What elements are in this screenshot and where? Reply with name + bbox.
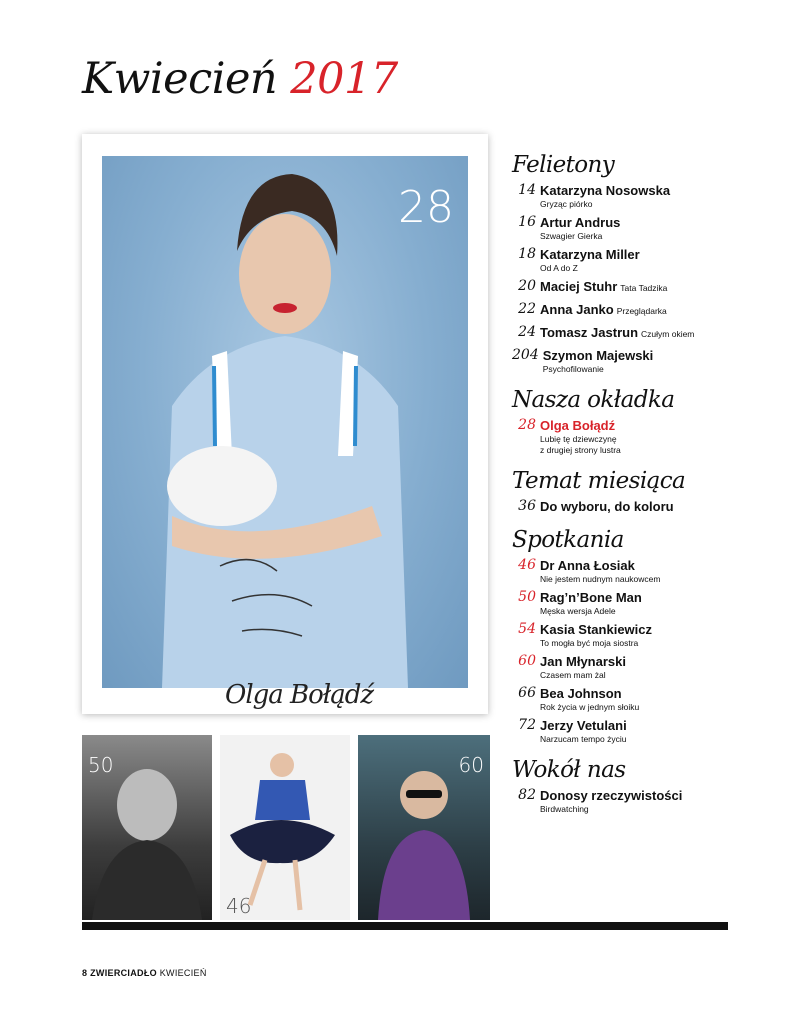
thumbnail-portrait-illustration — [220, 735, 350, 920]
thumbnail-page-number: 50 — [88, 753, 114, 777]
entry-page: 24 — [518, 324, 536, 340]
entry-subtitle: Czasem mam żal — [540, 670, 606, 680]
entry-name: Do wyboru, do koloru — [540, 499, 674, 514]
section-spotkania — [512, 525, 742, 745]
cover-photo — [102, 156, 468, 688]
entry-page: 20 — [518, 278, 536, 294]
section-title: Felietony — [512, 152, 615, 178]
issue-year: 2017 — [290, 54, 398, 104]
toc-entry[interactable] — [512, 278, 742, 297]
toc-entry[interactable] — [512, 246, 742, 274]
toc-entry[interactable] — [512, 214, 742, 242]
entry-page: 82 — [518, 787, 536, 803]
entry-subtitle: Narzucam tempo życiu — [540, 734, 627, 744]
footer-magazine: ZWIERCIADŁO — [90, 968, 157, 978]
entry-page: 16 — [518, 214, 536, 230]
toc-entry[interactable] — [512, 653, 742, 681]
entry-name: Dr Anna Łosiak — [540, 558, 635, 573]
entry-name: Bea Johnson — [540, 686, 622, 701]
section-nasza-okladka — [512, 385, 742, 456]
entry-name: Rag’n’Bone Man — [540, 590, 642, 605]
entry-page: 22 — [518, 301, 536, 317]
entry-name: Katarzyna Nosowska — [540, 183, 671, 198]
section-title: Temat miesiąca — [512, 468, 686, 494]
entry-subtitle: Nie jestem nudnym naukowcem — [540, 574, 661, 584]
entry-name: Donosy rzeczywistości — [540, 788, 683, 803]
entry-subtitle: z drugiej strony lustra — [540, 445, 621, 455]
toc-entry[interactable] — [512, 557, 742, 585]
entry-page: 72 — [518, 717, 536, 733]
thumbnail-page-number: 46 — [226, 894, 252, 918]
cover-polaroid — [82, 134, 488, 714]
footer-issue: KWIECIEŃ — [159, 968, 207, 978]
entry-page: 36 — [518, 498, 536, 514]
issue-month: Kwiecień — [82, 54, 278, 104]
toc-entry[interactable] — [512, 621, 742, 649]
entry-name: Olga Bołądź — [540, 418, 616, 433]
entry-name: Jan Młynarski — [540, 654, 626, 669]
entry-subtitle: Tata Tadzika — [620, 283, 668, 293]
entry-page: 60 — [518, 653, 536, 669]
entry-name: Tomasz Jastrun — [540, 325, 639, 340]
entry-name: Artur Andrus — [540, 215, 621, 230]
thumbnail-60[interactable] — [358, 735, 490, 920]
entry-subtitle: Szwagier Gierka — [540, 231, 603, 241]
table-of-contents — [512, 150, 742, 825]
entry-page: 66 — [518, 685, 536, 701]
toc-entry[interactable] — [512, 182, 742, 210]
toc-entry[interactable] — [512, 301, 742, 320]
footer-page-number: 8 — [82, 968, 88, 978]
toc-entry[interactable] — [512, 717, 742, 745]
entry-name: Jerzy Vetulani — [540, 718, 627, 733]
entry-subtitle: Rok życia w jednym słoiku — [540, 702, 640, 712]
entry-name: Anna Janko — [540, 302, 614, 317]
entry-subtitle: Lubię tę dziewczynę — [540, 434, 617, 444]
thumbnail-46[interactable] — [220, 735, 350, 920]
cover-page-number: 28 — [398, 182, 454, 233]
entry-page: 50 — [518, 589, 536, 605]
entry-page: 14 — [518, 182, 536, 198]
toc-entry[interactable] — [512, 417, 742, 456]
toc-entry[interactable] — [512, 685, 742, 713]
issue-title — [82, 54, 398, 104]
entry-subtitle: Od A do Z — [540, 263, 578, 273]
toc-entry[interactable] — [512, 498, 742, 515]
thumbnail-50[interactable] — [82, 735, 212, 920]
entry-page: 18 — [518, 246, 536, 262]
entry-page: 46 — [518, 557, 536, 573]
entry-name: Kasia Stankiewicz — [540, 622, 652, 637]
cover-autograph: Olga Bołądź — [225, 680, 374, 710]
section-title: Wokół nas — [512, 757, 626, 783]
entry-page: 54 — [518, 621, 536, 637]
entry-subtitle: Gryząc piórko — [540, 199, 593, 209]
entry-page: 204 — [512, 347, 539, 363]
entry-name: Maciej Stuhr — [540, 279, 618, 294]
section-title: Nasza okładka — [512, 387, 675, 413]
toc-entry[interactable] — [512, 589, 742, 617]
entry-subtitle: Psychofilowanie — [542, 364, 604, 374]
page-footer — [82, 968, 207, 978]
thumbnail-page-number: 60 — [458, 753, 484, 777]
entry-subtitle: Birdwatching — [540, 804, 589, 814]
toc-entry[interactable] — [512, 347, 742, 375]
toc-entry[interactable] — [512, 787, 742, 815]
entry-subtitle: To mogła być moja siostra — [540, 638, 639, 648]
section-wokol-nas — [512, 755, 742, 815]
entry-name: Szymon Majewski — [542, 348, 654, 363]
section-title: Spotkania — [512, 527, 624, 553]
entry-subtitle: Czułym okiem — [641, 329, 695, 339]
entry-page: 28 — [518, 417, 536, 433]
toc-entry[interactable] — [512, 324, 742, 343]
entry-subtitle: Przeglądarka — [616, 306, 667, 316]
section-temat-miesiaca — [512, 466, 742, 515]
entry-name: Katarzyna Miller — [540, 247, 640, 262]
bottom-rule — [82, 922, 728, 930]
section-felietony — [512, 150, 742, 375]
entry-subtitle: Męska wersja Adele — [540, 606, 616, 616]
cover-portrait-illustration — [102, 156, 468, 688]
